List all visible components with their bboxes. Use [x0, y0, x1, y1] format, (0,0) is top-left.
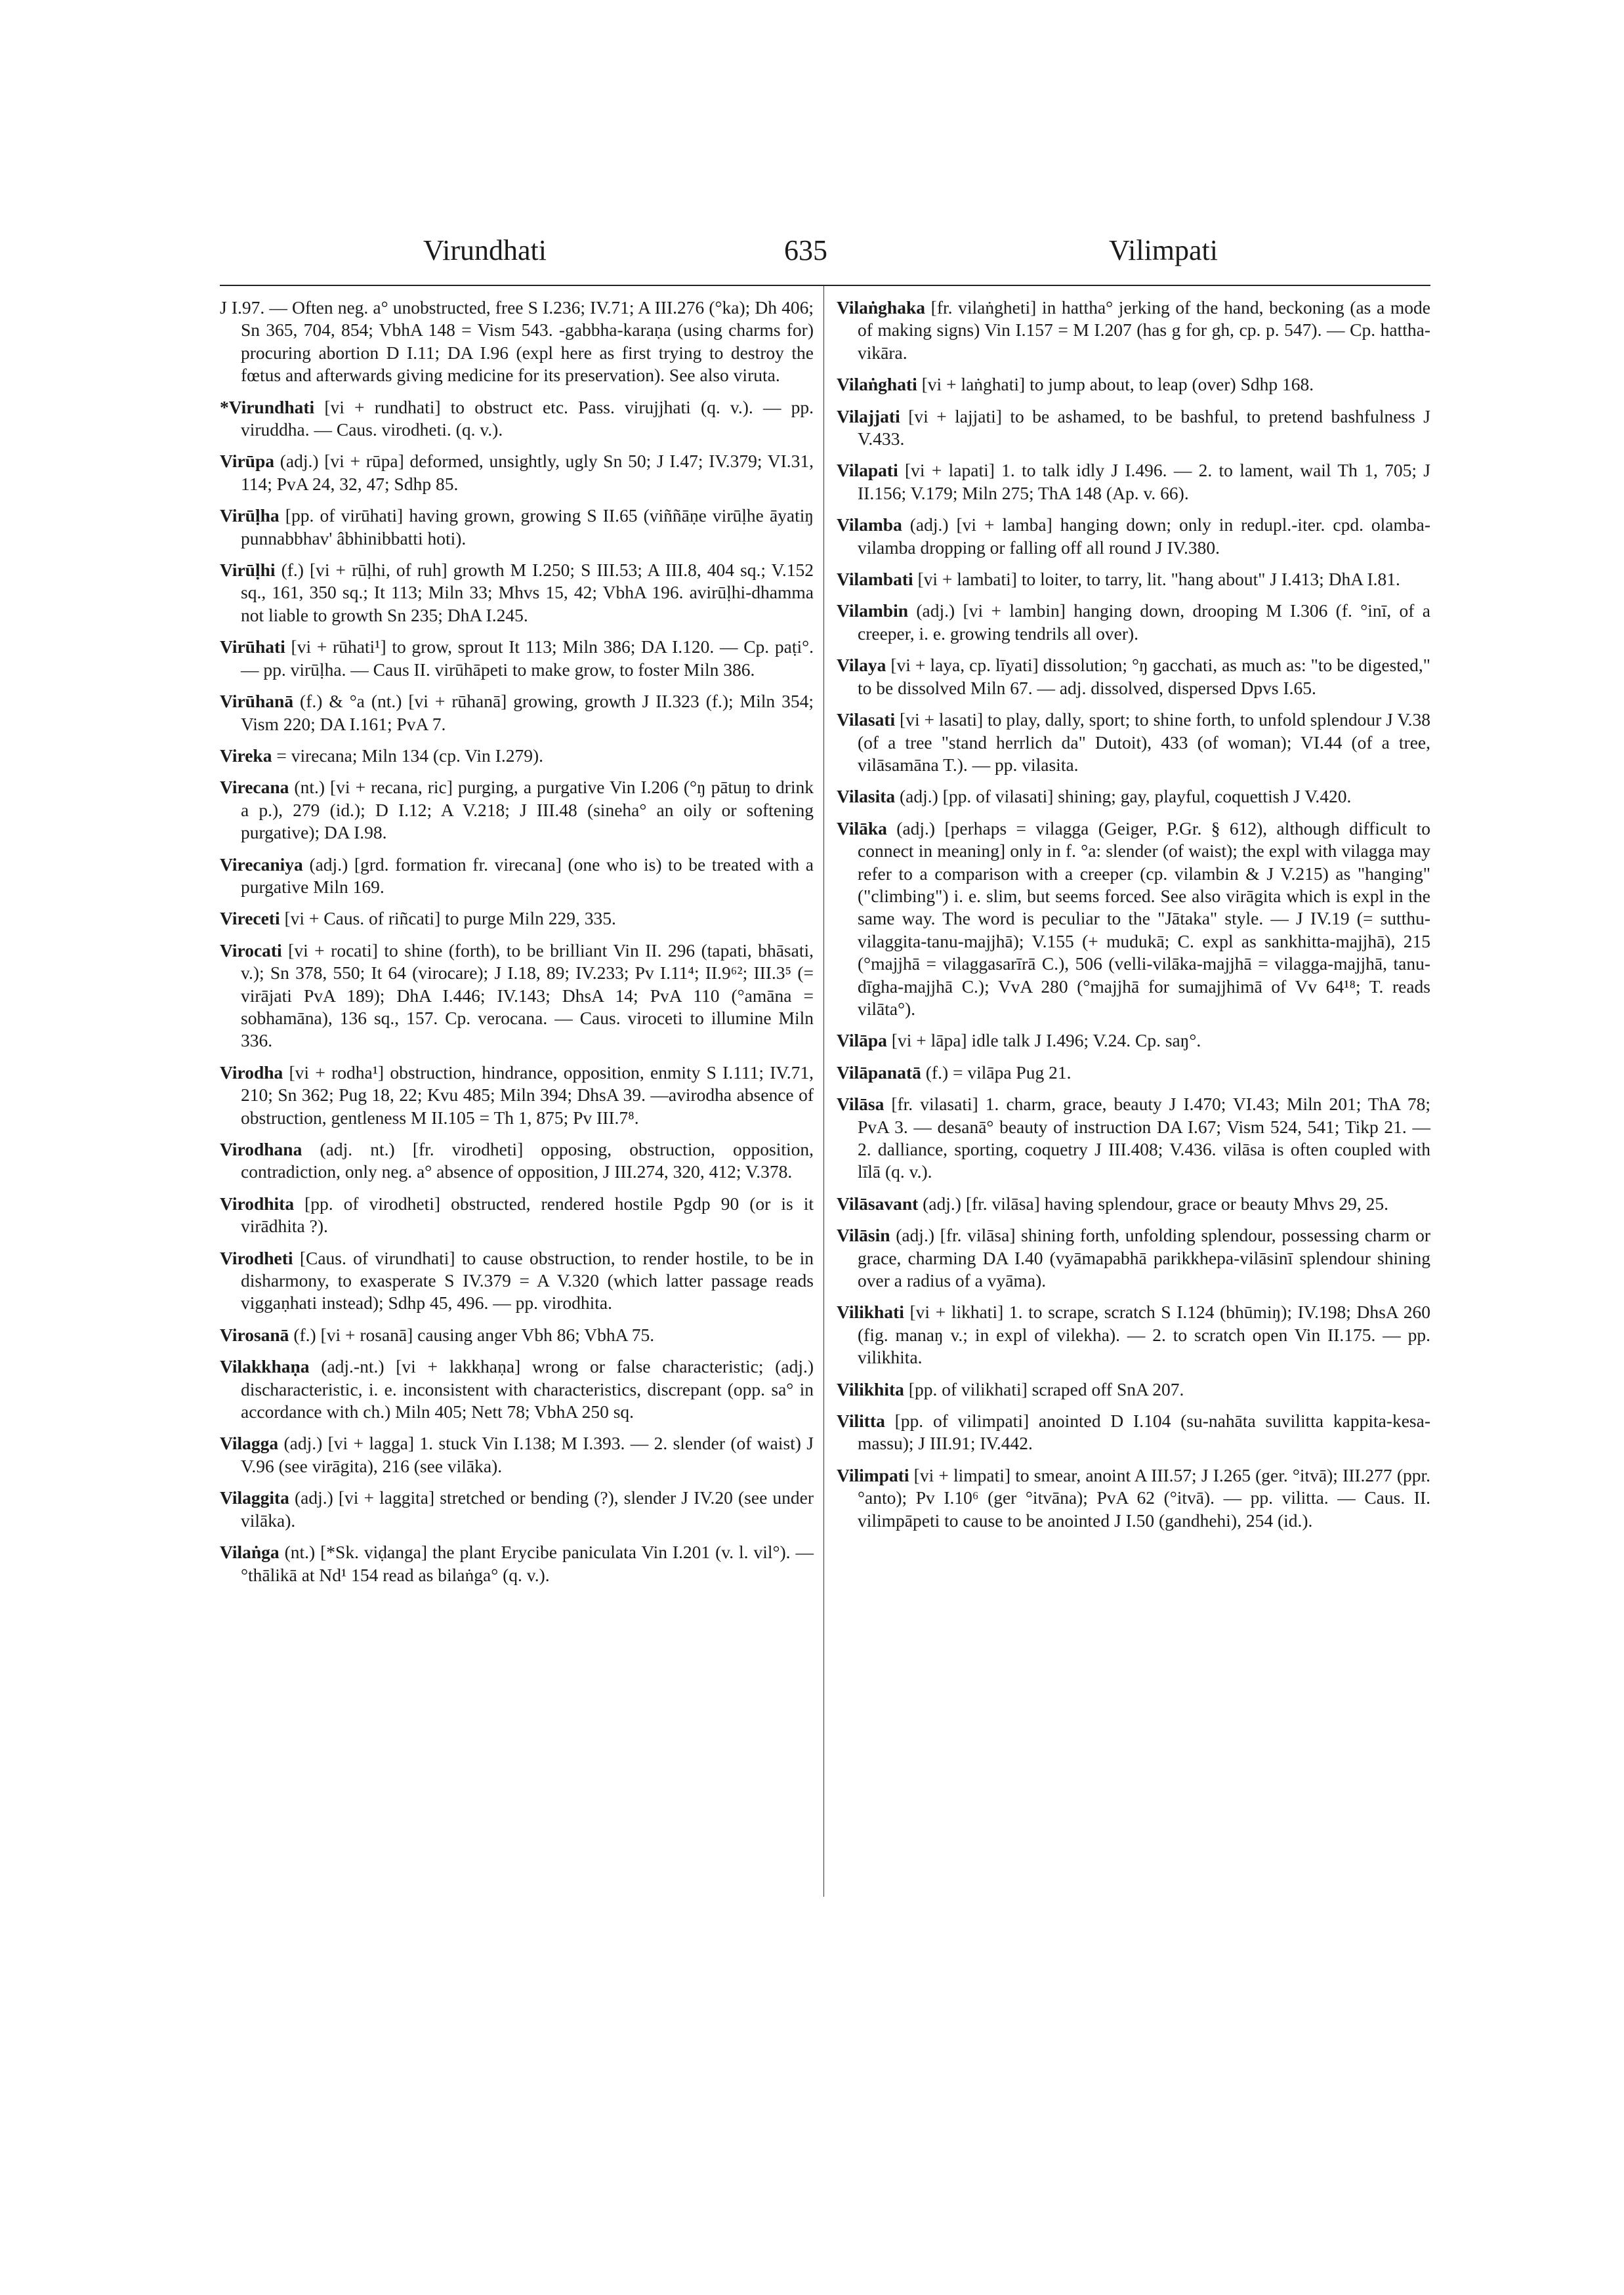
- entry-headword: Vilaggita: [220, 1487, 289, 1508]
- entry-definition: [Caus. of virundhati] to cause obstruction, to render hostile, to be in disharmony, to exasperate S IV.379 = A V.320 (which latter passage reads viggaṇhati instead); Sdhp 45, 496. — pp. virodhita.: [241, 1247, 814, 1313]
- dictionary-entry: [837, 405, 1430, 451]
- dictionary-entry: [220, 1324, 814, 1346]
- dictionary-entry: [220, 854, 814, 899]
- dictionary-entry: [837, 654, 1430, 699]
- dictionary-entry: [220, 1138, 814, 1184]
- entry-definition: [vi + rodha¹] obstruction, hindrance, opposition, enmity S I.111; IV.71, 210; Sn 362; Pug 18, 22; Kvu 485; Miln 394; DhsA 39. —avirodha absence of obstruction, gentleness M II.105 = Th 1, 875; Pv III.7⁸.: [241, 1062, 814, 1128]
- entry-headword: Vilaṅghati: [837, 374, 917, 395]
- entry-headword: Vilāsavant: [837, 1193, 919, 1214]
- entry-headword: Vilapati: [837, 460, 898, 481]
- left-column: [220, 297, 814, 1596]
- entry-definition: [fr. vilasati] 1. charm, grace, beauty J I.470; VI.43; Miln 201; ThA 78; PvA 3. — desanā° beauty of instruction DA I.67; Vism 524, 541; Tikp 21. — 2. dalliance, sporting, coquetry J III.408; V.436. vilāsa is often coupled with līlā (q. v.).: [858, 1094, 1430, 1182]
- entry-headword: Virūḷha: [220, 505, 280, 526]
- dictionary-entry: [220, 776, 814, 844]
- entry-headword: Virodhita: [220, 1193, 295, 1214]
- entry-definition: [vi + lapati] 1. to talk idly J I.496. — 2. to lament, wail Th 1, 705; J II.156; V.179; Miln 275; ThA 148 (Ap. v. 66).: [858, 460, 1430, 503]
- entry-definition: [vi + limpati] to smear, anoint A III.57; J I.265 (ger. °itvā); III.277 (ppr. °anto); Pv I.10⁶ (ger °itvāna); PvA 62 (°itvā). — pp. vilitta. — Caus. II. vilimpāpeti to cause to be anointed J I.50 (gandhehi), 254 (id.).: [858, 1464, 1430, 1531]
- entry-headword: Vilāsa: [837, 1094, 885, 1115]
- dictionary-entry: [220, 559, 814, 627]
- entry-definition: (nt.) [vi + recana, ric] purging, a purgative Vin I.206 (°ŋ pātuŋ to drink a p.), 279 (id.); D I.12; A V.218; J III.48 (sineha° an oily or softening purgative); DA I.98.: [241, 777, 814, 843]
- dictionary-entry: [837, 514, 1430, 559]
- entry-definition: (adj.) [grd. formation fr. virecana] (one who is) to be treated with a purgative Miln 169.: [241, 854, 814, 897]
- entry-definition: [vi + likhati] 1. to scrape, scratch S I.124 (bhūmiŋ); IV.198; DhsA 260 (fig. manaŋ v.; in expl of vilekha). — 2. to scratch open Vin II.175. — pp. vilikhita.: [858, 1302, 1430, 1368]
- entry-definition: (adj.) [vi + rūpa] deformed, unsightly, ugly Sn 50; J I.47; IV.379; VI.31, 114; PvA 24, 32, 47; Sdhp 85.: [241, 451, 814, 494]
- dictionary-entry: [220, 690, 814, 735]
- dictionary-entry: [837, 1029, 1430, 1052]
- entry-headword: Vilāka: [837, 817, 887, 838]
- entry-headword: *Virundhati: [220, 396, 315, 417]
- dictionary-entry: [220, 1541, 814, 1586]
- entry-definition: (adj.) [vi + laggita] stretched or bending (?), slender J IV.20 (see under vilāka).: [241, 1487, 814, 1531]
- entry-definition: [pp. of virūhati] having grown, growing S II.65 (viññāṇe virūḷhe āyatiŋ punnabbhav' âbhinibbatti hoti).: [241, 505, 814, 548]
- dictionary-entry: [220, 450, 814, 495]
- entry-definition: = virecana; Miln 134 (cp. Vin I.279).: [272, 745, 543, 766]
- entry-definition: [vi + lāpa] idle talk J I.496; V.24. Cp. saŋ°.: [886, 1030, 1201, 1051]
- entry-definition: (adj.) [vi + lamba] hanging down; only in redupl.-iter. cpd. olamba-vilamba dropping or falling off all round J IV.380.: [858, 514, 1430, 558]
- entry-definition: (adj.) [fr. vilāsa] shining forth, unfolding splendour, possessing charm or grace, charming DA I.40 (vyāmapabhā parikkhepa-vilāsinī splendour shining over a radius of a vyāma).: [858, 1225, 1430, 1291]
- entry-definition: [vi + rundhati] to obstruct etc. Pass. virujjhati (q. v.). — pp. viruddha. — Caus. virodheti. (q. v.).: [241, 396, 814, 440]
- entry-definition: [pp. of vilikhati] scraped off SnA 207.: [904, 1378, 1184, 1399]
- entry-definition: (adj.) [vi + lambin] hanging down, drooping M I.306 (f. °inī, of a creeper, i. e. growing tendrils all over).: [858, 600, 1430, 644]
- entry-headword: Vilitta: [837, 1411, 885, 1432]
- entry-headword: Virūḷhi: [220, 560, 276, 581]
- entry-headword: Vilamba: [837, 514, 902, 535]
- entry-definition: (adj.) [perhaps = vilagga (Geiger, P.Gr. § 612), although difficult to connect in meaning] only in f. °a: slender (of waist); the expl with vilagga may refer to a comparison with a creeper (cp. vilambin & J V.215) as "hanging" ("climbing") i. e. slim, but seems forced. See also virāgita which is expl in the same way. The word is peculiar to the "Jātaka" style. — J IV.19 (= sutthu-vilaggita-tanu-majjhā); V.155 (+ mudukā; C. expl as sankhitta-majjhā), 215 (°majjhā = vilaggasarīrā C.), 506 (velli-vilāka-majjhā = vilagga-majjhā, tanu-dīgha-majjhā C.); VvA 280 (°majjhā for sumajjhimā of Vv 64¹⁸; T. reads vilāta°).: [858, 817, 1430, 1019]
- dictionary-entry: [220, 636, 814, 681]
- dictionary-entry: [220, 1432, 814, 1478]
- entry-headword: Vilāpanatā: [837, 1062, 921, 1083]
- dictionary-entry: [837, 600, 1430, 645]
- entry-headword: Vilimpati: [837, 1464, 909, 1485]
- dictionary-entry: [220, 1062, 814, 1129]
- entry-headword: Virocati: [220, 940, 282, 961]
- entry-headword: Vilaṅghaka: [837, 297, 926, 318]
- entry-definition: [vi + Caus. of riñcati] to purge Miln 229, 335.: [280, 908, 616, 929]
- entry-definition: [fr. vilaṅgheti] in hattha° jerking of the hand, beckoning (as a mode of making signs) Vin I.157 = M I.207 (has g for gh, cp. p. 547). — Cp. hattha-vikāra.: [858, 297, 1430, 363]
- entry-headword: Virodha: [220, 1062, 283, 1083]
- dictionary-entry: [837, 1224, 1430, 1292]
- dictionary-entry: [837, 785, 1430, 808]
- dictionary-entry: [220, 907, 814, 930]
- entry-headword: Vilajjati: [837, 405, 900, 426]
- dictionary-entry: [837, 1062, 1430, 1084]
- dictionary-entry: [220, 1355, 814, 1423]
- entry-definition: [vi + lambati] to loiter, to tarry, lit. "hang about" J I.413; DhA I.81.: [913, 569, 1400, 590]
- dictionary-entry: [220, 745, 814, 767]
- dictionary-entry: [837, 1093, 1430, 1184]
- entry-definition: [vi + laya, cp. līyati] dissolution; °ŋ gacchati, as much as: "to be digested," to be dissolved Miln 67. — adj. dissolved, dispersed Dpvs I.65.: [858, 655, 1430, 698]
- dictionary-entry: [837, 1410, 1430, 1455]
- entry-definition: J I.97. — Often neg. a° unobstructed, free S I.236; IV.71; A III.276 (°ka); Dh 406; Sn 365, 704, 854; VbhA 148 = Vism 543. -gabbha-karaṇa (using charms for) procuring abortion D I.11; DA I.96 (expl here as first trying to destroy the fœtus and afterwards giving medicine for its preservation). See also viruta.: [220, 297, 814, 386]
- entry-headword: Vilikhati: [837, 1302, 904, 1323]
- entry-headword: Virodheti: [220, 1247, 293, 1268]
- entry-definition: [pp. of vilimpati] anointed D I.104 (su-nahāta suvilitta kappita-kesa-massu); J III.91; IV.442.: [858, 1411, 1430, 1454]
- entry-definition: (adj.) [fr. vilāsa] having splendour, grace or beauty Mhvs 29, 25.: [918, 1193, 1389, 1214]
- entry-headword: Vilasita: [837, 786, 896, 807]
- entry-headword: Vilagga: [220, 1433, 279, 1454]
- entry-definition: (nt.) [*Sk. viḍanga] the plant Erycibe paniculata Vin I.201 (v. l. vil°). — °thālikā at Nd¹ 154 read as bilaṅga° (q. v.).: [241, 1542, 814, 1585]
- dictionary-entry: [220, 940, 814, 1052]
- right-running-headword: Vilimpati: [1109, 234, 1218, 266]
- dictionary-entry: [837, 1301, 1430, 1369]
- entry-headword: Vilakkhaṇa: [220, 1356, 310, 1377]
- dictionary-entry: [220, 396, 814, 442]
- dictionary-entry: [837, 1464, 1430, 1532]
- entry-headword: Vilaṅga: [220, 1542, 280, 1563]
- entry-headword: Vireka: [220, 745, 272, 766]
- entry-headword: Vilasati: [837, 709, 896, 730]
- dictionary-entry: [837, 459, 1430, 505]
- entry-definition: (adj.) [vi + lagga] 1. stuck Vin I.138; M I.393. — 2. slender (of waist) J V.96 (see virāgita), 216 (see vilāka).: [241, 1433, 814, 1476]
- entry-headword: Vilāsin: [837, 1225, 890, 1246]
- dictionary-entry: [220, 1487, 814, 1532]
- dictionary-entry: [837, 709, 1430, 776]
- page-number: 635: [784, 234, 827, 266]
- entry-definition: (adj.) [pp. of vilasati] shining; gay, playful, coquettish J V.420.: [895, 786, 1352, 807]
- dictionary-entry: [837, 1193, 1430, 1215]
- dictionary-entry: [220, 1247, 814, 1315]
- entry-headword: Virūhati: [220, 636, 285, 657]
- column-separator: [823, 286, 824, 1897]
- entry-definition: [vi + lasati] to play, dally, sport; to shine forth, to unfold splendour J V.38 (of a tree "stand herrlich da" Dutoit), 433 (of woman); VI.44 (of a tree, vilāsamāna T.). — pp. vilasita.: [858, 709, 1430, 775]
- entry-definition: (f.) & °a (nt.) [vi + rūhanā] growing, growth J II.323 (f.); Miln 354; Vism 220; DA I.161; PvA 7.: [241, 691, 814, 734]
- entry-definition: (f.) = vilāpa Pug 21.: [921, 1062, 1072, 1083]
- dictionary-entry: [837, 568, 1430, 590]
- entry-headword: Virecaniya: [220, 854, 303, 875]
- entry-definition: [vi + lajjati] to be ashamed, to be bashful, to pretend bashfulness J V.433.: [858, 405, 1430, 449]
- entry-definition: (f.) [vi + rosanā] causing anger Vbh 86; VbhA 75.: [289, 1324, 655, 1345]
- entry-headword: Vilikhita: [837, 1378, 904, 1399]
- entry-definition: (adj.-nt.) [vi + lakkhaṇa] wrong or false characteristic; (adj.) discharacteristic, i. e. inconsistent with characteristics, discrepant (opp. sa° in accordance with ch.) Miln 405; Nett 78; VbhA 250 sq.: [241, 1356, 814, 1422]
- entry-definition: (adj. nt.) [fr. virodheti] opposing, obstruction, opposition, contradiction, only neg. a° absence of opposition, J III.274, 320, 412; V.378.: [241, 1139, 814, 1182]
- entry-definition: (f.) [vi + rūḷhi, of ruh] growth M I.250; S III.53; A III.8, 404 sq.; V.152 sq., 161, 350 sq.; It 113; Miln 33; Mhvs 15, 42; VbhA 196. avirūḷhi-dhamma not liable to growth Sn 235; DhA I.245.: [241, 560, 814, 625]
- dictionary-entry: [837, 297, 1430, 364]
- entry-headword: Virodhana: [220, 1139, 302, 1159]
- entry-headword: Virūpa: [220, 451, 275, 472]
- dictionary-entry: [837, 373, 1430, 396]
- entry-headword: Vireceti: [220, 908, 280, 929]
- entry-headword: Vilaya: [837, 655, 886, 676]
- entry-headword: Vilāpa: [837, 1030, 887, 1051]
- dictionary-entry: [837, 1378, 1430, 1401]
- entry-definition: [pp. of virodheti] obstructed, rendered hostile Pgdp 90 (or is it virādhita ?).: [241, 1193, 814, 1237]
- entry-definition: [vi + rūhati¹] to grow, sprout It 113; Miln 386; DA I.120. — Cp. paṭi°. — pp. virūḷha. — Caus II. virūhāpeti to make grow, to foster Miln 386.: [241, 636, 814, 680]
- header-rule: [220, 285, 1430, 286]
- entry-headword: Vilambati: [837, 569, 913, 590]
- entry-definition: [vi + laṅghati] to jump about, to leap (over) Sdhp 168.: [917, 374, 1314, 395]
- entry-headword: Virūhanā: [220, 691, 294, 712]
- dictionary-entry: [220, 1193, 814, 1238]
- entry-headword: Virecana: [220, 777, 289, 798]
- dictionary-entry: [220, 505, 814, 550]
- left-running-headword: Virundhati: [423, 234, 547, 266]
- dictionary-entry: [837, 817, 1430, 1021]
- page-header: [220, 234, 1430, 286]
- entry-headword: Vilambin: [837, 600, 909, 621]
- entry-definition: [vi + rocati] to shine (forth), to be brilliant Vin II. 296 (tapati, bhāsati, v.); Sn 378, 550; It 64 (virocare); J I.18, 89; IV.233; Pv I.11⁴; II.9⁶²; III.3⁵ (= virājati PvA 189); DhA I.446; IV.143; DhsA 14; PvA 110 (°amāna = sobhamāna), 136 sq., 157. Cp. verocana. — Caus. viroceti to illumine Miln 336.: [241, 940, 814, 1051]
- right-column: [837, 297, 1430, 1541]
- entry-headword: Virosanā: [220, 1324, 289, 1345]
- dictionary-entry: [220, 297, 814, 387]
